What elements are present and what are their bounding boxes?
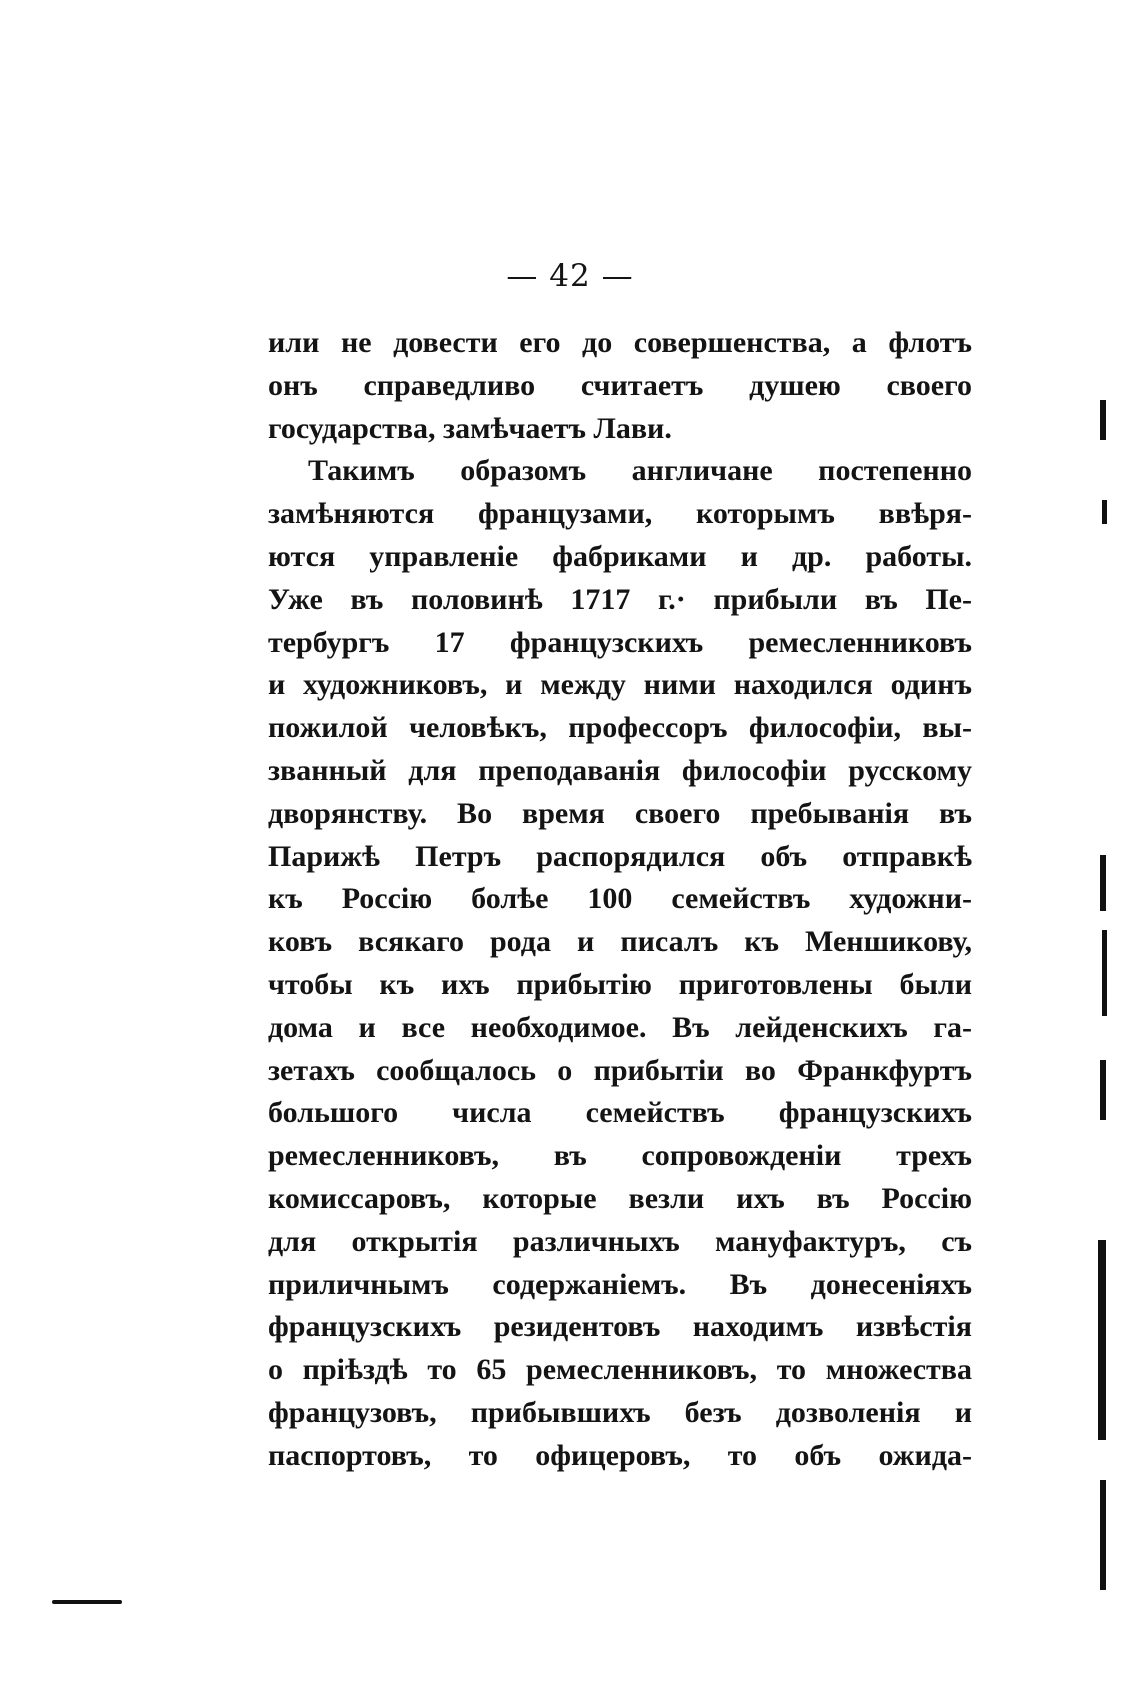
text-line: Такимъ образомъ англичане постепенно (308, 454, 972, 488)
text-line: ремесленниковъ, въ сопровожденіи трехъ (268, 1139, 972, 1173)
scan-artifact (1100, 1060, 1106, 1120)
text-line: чтобы къ ихъ прибытію приготовлены были (268, 967, 972, 1001)
text-line: дворянству. Во время своего пребыванія въ (268, 796, 972, 830)
scan-artifact (1102, 500, 1107, 524)
page-number: — 42 — (506, 258, 634, 294)
scan-artifact (1102, 930, 1107, 1016)
text-line: о пріѣздѣ то 65 ремесленниковъ, то множества (268, 1353, 972, 1387)
scan-artifact (1100, 1480, 1106, 1590)
text-line: Парижѣ Петръ распорядился объ отправкѣ (268, 839, 972, 873)
text-line: зетахъ сообщалось о прибытіи во Франкфуртъ (268, 1053, 972, 1087)
scan-artifact (1098, 1240, 1106, 1440)
text-line: паспортовъ, то офицеровъ, то объ ожида- (268, 1438, 972, 1472)
text-line: французскихъ резидентовъ находимъ извѣстія (268, 1310, 972, 1344)
text-line: и художниковъ, и между ними находился одинъ (268, 668, 972, 702)
text-line: комиссаровъ, которые везли ихъ въ Россію (268, 1181, 972, 1215)
text-line: большого числа семействъ французскихъ (268, 1096, 972, 1130)
text-line: пожилой человѣкъ, профессоръ философіи, вы- (268, 711, 972, 745)
text-line: замѣняются французами, которымъ ввѣря- (268, 497, 972, 531)
text-line: Уже въ половинѣ 1717 г.· прибыли въ Пе- (268, 582, 972, 616)
text-line: званный для преподаванія философіи русскому (268, 753, 972, 787)
text-line: онъ справедливо считаетъ душею своего (268, 368, 972, 402)
scan-artifact (1100, 855, 1106, 911)
text-line: французовъ, прибывшихъ безъ дозволенія и (268, 1395, 972, 1429)
text-line: тербургъ 17 французскихъ ремесленниковъ (268, 625, 972, 659)
text-line: дома и все необходимое. Въ лейденскихъ га- (268, 1010, 972, 1044)
text-line: ются управленіе фабриками и др. работы. (268, 539, 972, 573)
scan-artifact (1100, 400, 1106, 440)
body-text (268, 322, 972, 1478)
text-line: государства, замѣчаетъ Лави. (268, 411, 672, 445)
text-line: приличнымъ содержаніемъ. Въ донесеніяхъ (268, 1267, 972, 1301)
text-line: ковъ всякаго рода и писалъ къ Меншикову, (268, 925, 972, 959)
text-line: къ Россію болѣе 100 семействъ художни- (268, 882, 972, 916)
text-line: или не довести его до совершенства, а флотъ (268, 326, 972, 359)
text-line: для открытія различныхъ мануфактуръ, съ (268, 1224, 972, 1258)
scan-artifact (52, 1600, 122, 1604)
